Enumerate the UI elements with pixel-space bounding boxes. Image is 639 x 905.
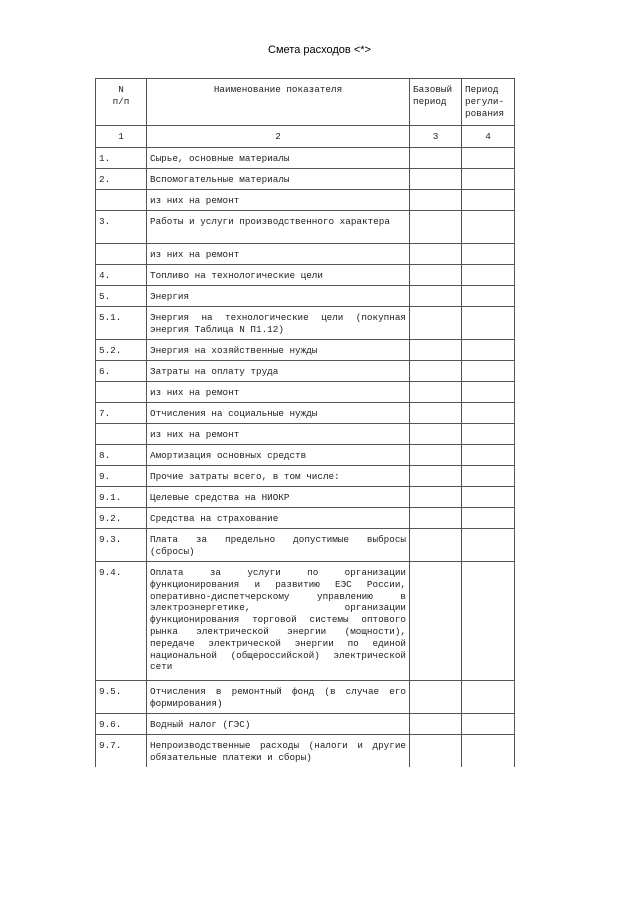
- header-base-period: Базовый период: [410, 79, 462, 126]
- table-row: [96, 508, 515, 529]
- table-row: [96, 148, 515, 169]
- table-row: [96, 244, 515, 265]
- row-regulation-period-value: [462, 445, 515, 466]
- row-regulation-period-value: [462, 190, 515, 211]
- row-indicator-name: Отчисления в ремонтный фонд (в случае его формирования): [147, 681, 410, 714]
- row-base-period-value: [410, 148, 462, 169]
- row-number: 9.3.: [96, 529, 147, 562]
- row-regulation-period-value: [462, 487, 515, 508]
- row-regulation-period-value: [462, 211, 515, 244]
- table-row: [96, 190, 515, 211]
- column-number: 4: [462, 126, 515, 148]
- table-row: [96, 169, 515, 190]
- row-number: [96, 190, 147, 211]
- row-indicator-name: Прочие затраты всего, в том числе:: [147, 466, 410, 487]
- row-number: [96, 244, 147, 265]
- row-regulation-period-value: [462, 562, 515, 681]
- row-number: 1.: [96, 148, 147, 169]
- row-indicator-name: Непроизводственные расходы (налоги и другие обязательные платежи и сборы): [147, 735, 410, 768]
- row-regulation-period-value: [462, 340, 515, 361]
- row-base-period-value: [410, 286, 462, 307]
- row-base-period-value: [410, 382, 462, 403]
- row-indicator-name: Энергия: [147, 286, 410, 307]
- document-title: Смета расходов <*>: [268, 44, 371, 56]
- table-row: [96, 361, 515, 382]
- row-base-period-value: [410, 508, 462, 529]
- column-number: 2: [147, 126, 410, 148]
- row-indicator-name: Энергия на хозяйственные нужды: [147, 340, 410, 361]
- row-base-period-value: [410, 244, 462, 265]
- cost-estimate-table: [95, 78, 515, 767]
- row-indicator-name: Вспомогательные материалы: [147, 169, 410, 190]
- row-regulation-period-value: [462, 529, 515, 562]
- row-number: 5.2.: [96, 340, 147, 361]
- row-number: [96, 382, 147, 403]
- row-regulation-period-value: [462, 286, 515, 307]
- row-number: 9.1.: [96, 487, 147, 508]
- row-number: 9.4.: [96, 562, 147, 681]
- row-indicator-name: Энергия на технологические цели (покупная энергия Таблица N П1.12): [147, 307, 410, 340]
- header-num: N п/п: [96, 79, 147, 126]
- row-indicator-name: Сырье, основные материалы: [147, 148, 410, 169]
- table-row: [96, 562, 515, 681]
- row-indicator-name: Отчисления на социальные нужды: [147, 403, 410, 424]
- row-regulation-period-value: [462, 307, 515, 340]
- row-regulation-period-value: [462, 148, 515, 169]
- table-header-row: [96, 79, 515, 126]
- row-indicator-name: Водный налог (ГЭС): [147, 714, 410, 735]
- row-number: 9.7.: [96, 735, 147, 768]
- header-regulation-period: Период регули- рования: [462, 79, 515, 126]
- column-number-row: [96, 126, 515, 148]
- row-regulation-period-value: [462, 681, 515, 714]
- row-number: 4.: [96, 265, 147, 286]
- row-base-period-value: [410, 466, 462, 487]
- column-number: 3: [410, 126, 462, 148]
- table-row: [96, 307, 515, 340]
- row-indicator-name: Средства на страхование: [147, 508, 410, 529]
- row-base-period-value: [410, 562, 462, 681]
- table-row: [96, 424, 515, 445]
- row-number: 8.: [96, 445, 147, 466]
- row-indicator-name: из них на ремонт: [147, 190, 410, 211]
- row-indicator-name: Оплата за услуги по организации функционирования и развитию ЕЭС России, оперативно-диспетчерскому управлению в электроэнергетике, организации функционирования торговой системы оптового рынка электрической энергии (мощности), передаче электрической энергии по единой национальной (общероссийской) электрической сети: [147, 562, 410, 681]
- row-regulation-period-value: [462, 714, 515, 735]
- table-row: [96, 211, 515, 244]
- row-base-period-value: [410, 445, 462, 466]
- row-base-period-value: [410, 169, 462, 190]
- row-regulation-period-value: [462, 403, 515, 424]
- table-row: [96, 529, 515, 562]
- column-number: 1: [96, 126, 147, 148]
- row-base-period-value: [410, 681, 462, 714]
- row-base-period-value: [410, 403, 462, 424]
- table-row: [96, 340, 515, 361]
- row-base-period-value: [410, 424, 462, 445]
- row-number: 9.2.: [96, 508, 147, 529]
- row-base-period-value: [410, 211, 462, 244]
- row-number: 9.6.: [96, 714, 147, 735]
- row-indicator-name: Амортизация основных средств: [147, 445, 410, 466]
- header-name: Наименование показателя: [147, 79, 410, 126]
- row-number: [96, 424, 147, 445]
- row-indicator-name: Топливо на технологические цели: [147, 265, 410, 286]
- table-row: [96, 714, 515, 735]
- row-regulation-period-value: [462, 424, 515, 445]
- row-regulation-period-value: [462, 169, 515, 190]
- row-indicator-name: из них на ремонт: [147, 382, 410, 403]
- row-number: 5.1.: [96, 307, 147, 340]
- row-base-period-value: [410, 714, 462, 735]
- table-row: [96, 466, 515, 487]
- row-base-period-value: [410, 735, 462, 768]
- row-number: 9.: [96, 466, 147, 487]
- row-regulation-period-value: [462, 244, 515, 265]
- table-row: [96, 403, 515, 424]
- row-regulation-period-value: [462, 735, 515, 768]
- table-row: [96, 286, 515, 307]
- row-base-period-value: [410, 190, 462, 211]
- row-number: 2.: [96, 169, 147, 190]
- table-row: [96, 487, 515, 508]
- row-regulation-period-value: [462, 508, 515, 529]
- table-row: [96, 265, 515, 286]
- row-indicator-name: Целевые средства на НИОКР: [147, 487, 410, 508]
- row-number: 9.5.: [96, 681, 147, 714]
- row-number: 3.: [96, 211, 147, 244]
- table-row: [96, 681, 515, 714]
- row-regulation-period-value: [462, 361, 515, 382]
- row-regulation-period-value: [462, 265, 515, 286]
- row-indicator-name: из них на ремонт: [147, 244, 410, 265]
- row-base-period-value: [410, 307, 462, 340]
- table-row: [96, 735, 515, 768]
- row-regulation-period-value: [462, 466, 515, 487]
- table-row: [96, 445, 515, 466]
- row-base-period-value: [410, 361, 462, 382]
- row-base-period-value: [410, 265, 462, 286]
- row-indicator-name: Работы и услуги производственного характера: [147, 211, 410, 244]
- row-base-period-value: [410, 340, 462, 361]
- row-regulation-period-value: [462, 382, 515, 403]
- table-row: [96, 382, 515, 403]
- row-number: 5.: [96, 286, 147, 307]
- row-indicator-name: из них на ремонт: [147, 424, 410, 445]
- row-number: 7.: [96, 403, 147, 424]
- row-indicator-name: Затраты на оплату труда: [147, 361, 410, 382]
- row-number: 6.: [96, 361, 147, 382]
- row-base-period-value: [410, 487, 462, 508]
- row-base-period-value: [410, 529, 462, 562]
- row-indicator-name: Плата за предельно допустимые выбросы (сбросы): [147, 529, 410, 562]
